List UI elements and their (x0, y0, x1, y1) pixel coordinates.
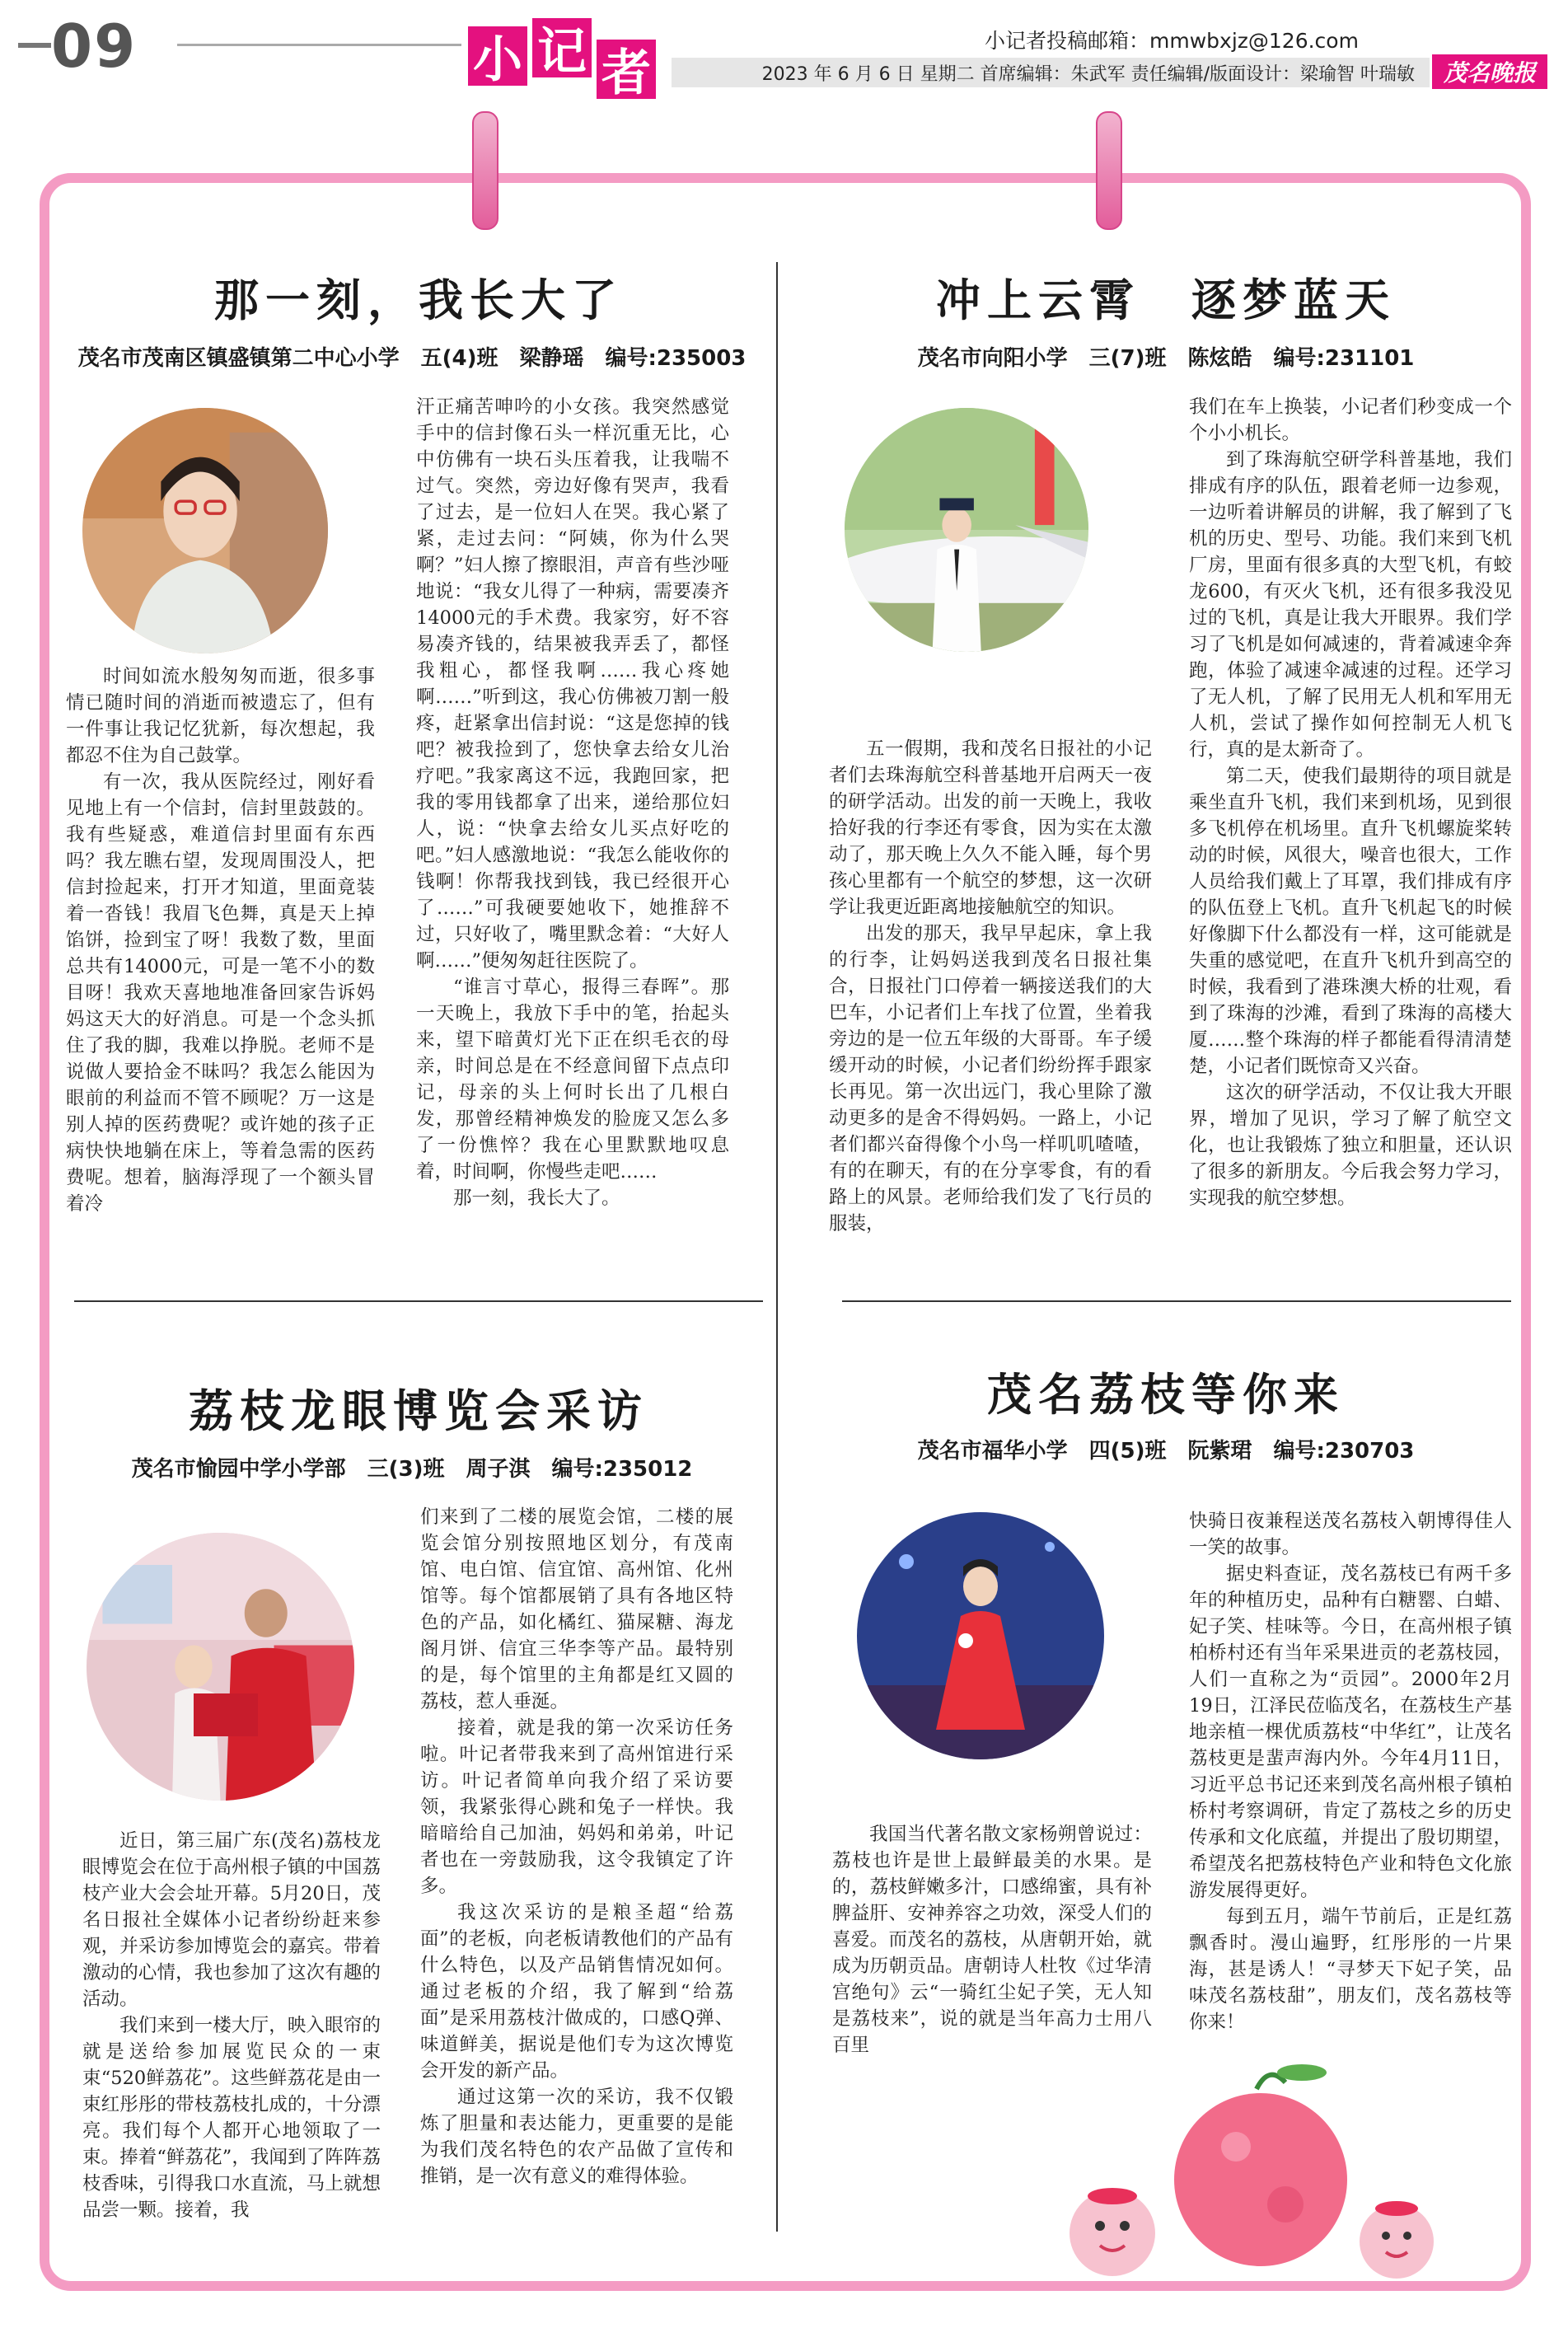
article-3-col2-p4: 通过这第一次的采访，我不仅锻炼了胆量和表达能力，更重要的是能为我们茂名特色的农产品做了宣传和推销，是一次有意义的难得体验。 (420, 2087, 733, 2187)
frame-clip-right (1096, 111, 1122, 230)
article-3-column-2 (420, 1504, 733, 2190)
article-1-col1-p2: 有一次，我从医院经过，刚好看见地上有一个信封，信封里鼓鼓的。我有些疑惑，难道信封里面有东西吗？我左瞧右望，发现周围没人，把信封捡起来，打开才知道，里面竟装着一沓钱！我眉飞色舞，真是天上掉馅饼，捡到宝了呀！我数了数，里面总共有14000元，可是一笔不小的数目呀！我欢天喜地地准备回家告诉妈妈这天大的好消息。可是一个念头抓住了我的脚，我难以挣脱。老师不是说做人要拾金不昧吗？我怎么能因为眼前的利益而不管不顾呢？万一这是别人掉的医药费呢？或许她的孩子正病快快地躺在床上，等着急需的医药费呢。想着，脑海浮现了一个额头冒着冷 (66, 771, 375, 1215)
article-3-col2-p3: 我这次采访的是粮圣超“给荔面”的老板，向老板请教他们的产品有什么特色，以及产品销售情况如何。通过老板的介绍，我了解到“给荔面”是采用荔枝汁做成的，口感Q弹、味道鲜美，据说是他们专为这次博览会开发的新产品。 (420, 1902, 733, 2082)
header-rule-middle (177, 44, 461, 46)
frame-clip-left (472, 111, 498, 230)
article-1-column-1 (66, 663, 375, 1217)
article-2-col2-p2: 到了珠海航空研学科普基地，我们排成有序的队伍，跟着老师一边参观，一边听着讲解员的讲解，我了解到了飞机的历史、型号、功能。我们来到飞机厂房，里面有很多真的大型飞机，有蛟龙600，有灭火飞机，还有很多我没见过的飞机，真是让我大开眼界。我们学习了飞机是如何减速的，背着减速伞奔跑，体验了减速伞减速的过程。还学习了无人机，了解了民用无人机和军用无人机，尝试了操作如何控制无人机飞行，真的是太新奇了。 (1189, 449, 1512, 761)
row-divider-left (74, 1300, 763, 1302)
article-3-title: 荔枝龙眼博览会采访 (189, 1385, 648, 1437)
article-4-col2-p1: 快骑日夜兼程送茂名荔枝入朝博得佳人一笑的故事。 (1189, 1511, 1512, 1558)
section-tag-char-3: 者 (597, 40, 656, 99)
article-1-col2-p1: 汗正痛苦呻吟的小女孩。我突然感觉手中的信封像石头一样沉重无比，心中仿佛有一块石头压着我，让我喘不过气。突然，旁边好像有哭声，我看了过去，是一位妇人在哭。我心紧了紧，走过去问：“阿姨，你为什么哭啊？”妇人擦了擦眼泪，声音有些沙哑地说：“我女儿得了一种病，需要凑齐14000元的手术费。我家穷，好不容易凑齐钱的，结果被我弄丢了，都怪我粗心，都怪我啊……我心疼她啊……”听到这，我心仿佛被刀割一般疼，赶紧拿出信封说：“这是您掉的钱吧？被我捡到了，您快拿去给女儿治疗吧。”我家离这不远，我跑回家，把我的零用钱都拿了出来，递给那位妇人，说：“快拿去给女儿买点好吃的吧。”妇人感激地说：“我怎么能收你的钱啊！你帮我找到钱，我已经很开心了……”可我硬要她收下，她推辞不过，只好收了，嘴里默念着：“大好人啊……”便匆匆赶往医院了。 (416, 396, 729, 972)
header-rule-left (18, 43, 51, 48)
article-4-col1-p1: 我国当代著名散文家杨朔曾说过：荔枝也许是世上最鲜最美的水果。是的，荔枝鲜嫩多汁，口感绵蜜，具有补脾益肝、安神养容之功效，深受人们的喜爱。而茂名的荔枝，从唐朝开始，就成为历朝贡品。唐朝诗人杜牧《过华清宫绝句》云“一骑红尘妃子笑，无人知是荔枝来”，说的就是当年高力士用八百里 (832, 1824, 1152, 2056)
article-1-title: 那一刻，我长大了 (214, 274, 623, 326)
article-4-author-photo (857, 1512, 1104, 1759)
article-3-col1-p2: 我们来到一楼大厅，映入眼帘的就是送给参加展览民众的一束束“520鲜荔花”。这些鲜荔花是由一束红彤彤的带枝荔枝扎成的，十分漂亮。我们每个人都开心地领取了一束。捧着“鲜荔花”，我闻到了阵阵荔枝香味，引得我口水直流，马上就想品尝一颗。接着，我 (82, 2015, 381, 2221)
article-4-byline: 茂名市福华小学 四(5)班 阮紫珺 编号:230703 (917, 1439, 1415, 1464)
article-2-column-1 (829, 736, 1152, 1237)
article-4-col2-p3: 每到五月，端午节前后，正是红荔飘香时。漫山遍野，红彤彤的一片果海，甚是诱人！“寻梦天下妃子笑，品味茂名荔枝甜”，朋友们，茂名荔枝等你来！ (1189, 1906, 1512, 2033)
section-tag (468, 18, 666, 109)
article-1-column-2 (416, 394, 729, 1211)
article-2-byline: 茂名市向阳小学 三(7)班 陈炫皓 编号:231101 (917, 346, 1415, 371)
article-2-col1-p2: 出发的那天，我早早起床，拿上我的行李，让妈妈送我到茂名日报社集合，日报社门口停着一辆接送我们的大巴车，小记者们上车找了位置，坐着我旁边的是一位五年级的大哥哥。车子缓缓开动的时候，小记者们纷纷挥手跟家长再见。第一次出远门，我心里除了激动更多的是舍不得妈妈。一路上，小记者们都兴奋得像个小鸟一样叽叽喳喳，有的在聊天，有的在分享零食，有的看路上的风景。老师给我们发了飞行员的服装， (829, 923, 1152, 1234)
article-4-column-1 (832, 1821, 1152, 2059)
article-2-col1-p1: 五一假期，我和茂名日报社的小记者们去珠海航空科普基地开启两天一夜的研学活动。出发的前一天晚上，我收拾好我的行李还有零食，因为实在太激动了，那天晚上久久不能入睡，每个男孩心里都有一个航空的梦想，这一次研学让我更近距离地接触航空的知识。 (829, 738, 1152, 918)
article-4-title: 茂名荔枝等你来 (987, 1369, 1345, 1421)
article-3-col2-p1: 们来到了二楼的展览会馆，二楼的展览会馆分别按照地区划分，有茂南馆、电白馆、信宜馆、高州馆、化州馆等。每个馆都展销了具有各地区特色的产品，如化橘红、猫屎糖、海龙阁月饼、信宜三华李等产品。最特别的是，每个馆里的主角都是红又圆的荔枝，惹人垂涎。 (420, 1506, 733, 1712)
lychee-mascot-illustration (1022, 2064, 1450, 2287)
section-tag-char-2: 记 (532, 18, 592, 77)
article-2-col2-p1: 我们在车上换装，小记者们秒变成一个个小小机长。 (1189, 396, 1512, 444)
article-1-author-photo (82, 408, 328, 653)
page-number: 09 (51, 12, 138, 81)
article-3-byline: 茂名市愉园中学小学部 三(3)班 周子淇 编号:235012 (131, 1457, 693, 1482)
submission-email: 小记者投稿邮箱：mmwbxjz@126.com (985, 29, 1359, 53)
article-2-title: 冲上云霄 逐梦蓝天 (936, 274, 1396, 326)
issue-info-bar (672, 58, 1430, 87)
article-2-col2-p3: 第二天，使我们最期待的项目就是乘坐直升飞机，我们来到机场，见到很多飞机停在机场里。直升飞机螺旋桨转动的时候，风很大，噪音也很大，工作人员给我们戴上了耳罩，我们排成有序的队伍登上飞机。直升飞机起飞的时候好像脚下什么都没有一样，这可能就是失重的感觉吧，在直升飞机升到高空的时候，我看到了港珠澳大桥的壮观，看到了珠海的沙滩，看到了珠海的高楼大厦……整个珠海的样子都能看得清清楚楚，小记者们既惊奇又兴奋。 (1189, 766, 1512, 1077)
article-1-col2-p3: 那一刻，我长大了。 (453, 1187, 620, 1209)
masthead-logo: 茂名晚报 (1432, 54, 1547, 89)
article-4-column-2 (1189, 1508, 1512, 2035)
section-tag-char-1: 小 (468, 26, 527, 86)
article-2-col2-p4: 这次的研学活动，不仅让我大开眼界，增加了见识，学习了解了航空文化，也让我锻炼了独立和胆量，还认识了很多的新朋友。今后我会努力学习，实现我的航空梦想。 (1189, 1082, 1512, 1209)
article-3-column-1 (82, 1828, 381, 2223)
article-1-col1-p1: 时间如流水般匆匆而逝，很多事情已随时间的消逝而被遗忘了，但有一件事让我记忆犹新，每次想起，我都忍不住为自己鼓掌。 (66, 666, 375, 766)
article-1-byline: 茂名市茂南区镇盛镇第二中心小学 五(4)班 梁静瑶 编号:235003 (77, 346, 747, 371)
article-2-author-photo (845, 408, 1088, 652)
article-3-author-photo (87, 1533, 354, 1801)
article-2-column-2 (1189, 394, 1512, 1211)
issue-info-text: 2023 年 6 月 6 日 星期二 首席编辑：朱武军 责任编辑/版面设计：梁瑜智 叶瑞敏 (761, 63, 1415, 85)
article-4-col2-p2: 据史料查证，茂名荔枝已有两千多年的种植历史，品种有白糖罂、白蜡、妃子笑、桂味等。今日，在高州根子镇柏桥村还有当年采果进贡的老荔枝园，人们一直称之为“贡园”。2000年2月19日，江泽民莅临茂名，在荔枝生产基地亲植一棵优质荔枝“中华红”，让茂名荔枝更是蜚声海内外。今年4月11日，习近平总书记还来到茂名高州根子镇柏桥村考察调研，肯定了荔枝之乡的历史传承和文化底蕴，并提出了殷切期望，希望茂名把荔枝特色产业和特色文化旅游发展得更好。 (1189, 1563, 1512, 1901)
article-3-col2-p2: 接着，就是我的第一次采访任务啦。叶记者带我来到了高州馆进行采访。叶记者简单向我介绍了采访要领，我紧张得心跳和兔子一样快。我暗暗给自己加油，妈妈和弟弟，叶记者也在一旁鼓励我，这令我镇定了许多。 (420, 1717, 733, 1897)
row-divider-right (842, 1300, 1511, 1302)
column-divider (776, 262, 778, 2232)
article-1-col2-p2: “谁言寸草心，报得三春晖”。那一天晚上，我放下手中的笔，抬起头来，望下暗黄灯光下正在织毛衣的母亲，时间总是在不经意间留下点点印记，母亲的头上何时长出了几根白发，那曾经精神焕发的脸庞又怎么多了一份憔悴？我在心里默默地叹息着，时间啊，你慢些走吧…… (416, 977, 729, 1183)
article-3-col1-p1: 近日，第三届广东(茂名)荔枝龙眼博览会在位于高州根子镇的中国荔枝产业大会会址开幕。5月20日，茂名日报社全媒体小记者纷纷赶来参观，并采访参加博览会的嘉宾。带着激动的心情，我也参加了这次有趣的活动。 (82, 1830, 381, 2010)
